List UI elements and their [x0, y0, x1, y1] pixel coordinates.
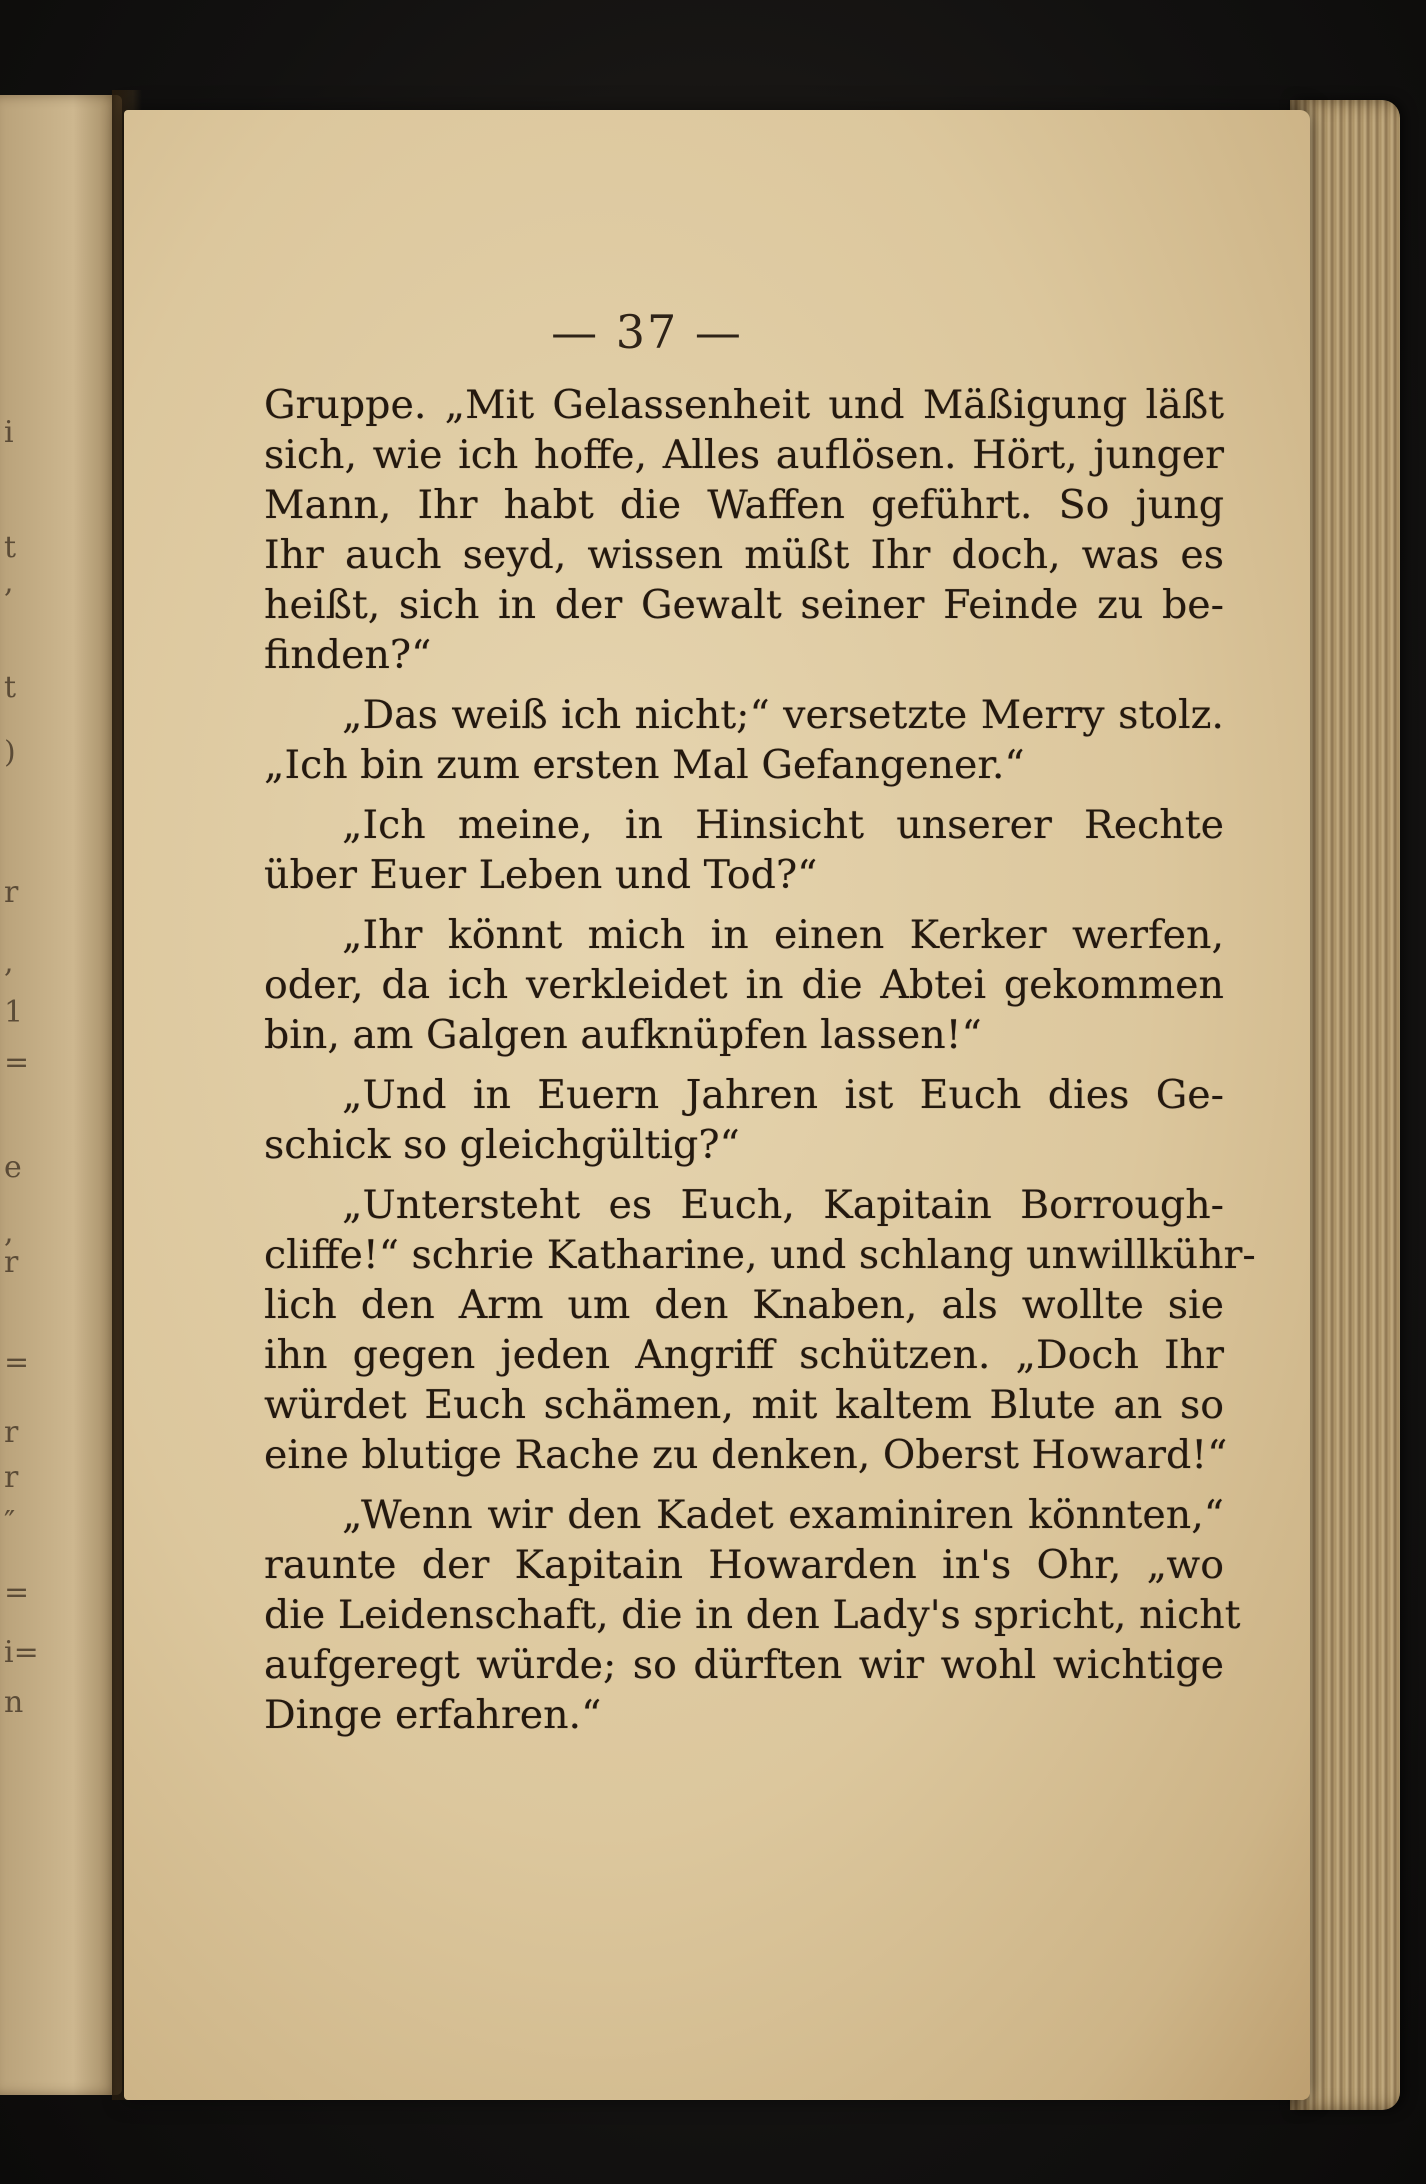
paragraph: [264, 1070, 1224, 1170]
paragraph: [264, 1180, 1256, 1480]
text-line: würdet Euch schämen, mit kaltem Blute an so: [264, 1382, 1224, 1428]
text-line: Mann, Ihr habt die Waffen geführt. So jung: [264, 482, 1224, 528]
text-line: „Das weiß ich nicht;“ versetzte Merry stolz.: [342, 692, 1224, 738]
prev-mark: i: [4, 415, 14, 450]
text-line: raunte der Kapitain Howarden in's Ohr, „wo: [264, 1542, 1224, 1588]
text-line: „Und in Euern Jahren ist Euch dies Ge-: [342, 1072, 1224, 1118]
prev-mark: 1: [4, 995, 24, 1030]
text-line: ihn gegen jeden Angriff schützen. „Doch Ihr: [264, 1332, 1224, 1378]
text-line: aufgeregt würde; so dürften wir wohl wichtige: [264, 1642, 1224, 1688]
text-line: Dinge erfahren.“: [264, 1692, 602, 1738]
prev-mark: r: [4, 1415, 19, 1450]
previous-page-text-fragments: [0, 95, 122, 2095]
text-line: „Ich meine, in Hinsicht unserer Rechte: [342, 802, 1224, 848]
page-body-text: [264, 380, 1256, 1750]
previous-page-edge: [0, 95, 122, 2095]
prev-mark: n: [4, 1685, 24, 1720]
text-line: „Ihr könnt mich in einen Kerker werfen,: [342, 912, 1224, 958]
text-line: die Leidenschaft, die in den Lady's spricht, nicht: [264, 1592, 1241, 1638]
prev-mark: t: [4, 670, 17, 705]
text-line: finden?“: [264, 632, 432, 678]
text-line: „Wenn wir den Kadet examiniren könnten,“: [342, 1492, 1224, 1538]
text-line: oder, da ich verkleidet in die Abtei gekommen: [264, 962, 1224, 1008]
text-line: bin, am Galgen aufknüpfen lassen!“: [264, 1012, 982, 1058]
prev-mark: r: [4, 1245, 19, 1280]
prev-mark: e: [4, 1150, 22, 1185]
paragraph: [264, 910, 1224, 1060]
paragraph: [264, 380, 1224, 680]
page-number: — 37 —: [551, 305, 743, 359]
prev-mark: i=: [4, 1635, 39, 1670]
paragraph: [264, 1490, 1241, 1740]
prev-mark: r: [4, 875, 19, 910]
prev-mark: ): [4, 735, 16, 770]
prev-mark: ″: [4, 1505, 16, 1540]
text-line: cliffe!“ schrie Katharine, und schlang unwillkühr-: [264, 1232, 1256, 1278]
prev-mark: =: [4, 1045, 30, 1080]
prev-mark: ,: [4, 565, 14, 600]
text-line: schick so gleichgültig?“: [264, 1122, 740, 1168]
prev-mark: =: [4, 1345, 30, 1380]
prev-mark: =: [4, 1575, 30, 1610]
text-line: „Ich bin zum ersten Mal Gefangener.“: [264, 742, 1025, 788]
text-line: sich, wie ich hoffe, Alles auflösen. Hört, junger: [264, 432, 1224, 478]
prev-mark: ,: [4, 945, 14, 980]
book-page: [124, 110, 1310, 2100]
paragraph: [264, 800, 1224, 900]
text-line: „Untersteht es Euch, Kapitain Borrough-: [342, 1182, 1224, 1228]
text-line: über Euer Leben und Tod?“: [264, 852, 818, 898]
text-line: eine blutige Rache zu denken, Oberst Howard!“: [264, 1432, 1228, 1478]
text-line: lich den Arm um den Knaben, als wollte sie: [264, 1282, 1224, 1328]
prev-mark: r: [4, 1460, 19, 1495]
text-line: Gruppe. „Mit Gelassenheit und Mäßigung läßt: [264, 382, 1224, 428]
prev-mark: ,: [4, 1215, 14, 1250]
paragraph: [264, 690, 1224, 790]
text-line: Ihr auch seyd, wissen müßt Ihr doch, was es: [264, 532, 1224, 578]
prev-mark: t: [4, 530, 17, 565]
text-line: heißt, sich in der Gewalt seiner Feinde zu be-: [264, 582, 1224, 628]
